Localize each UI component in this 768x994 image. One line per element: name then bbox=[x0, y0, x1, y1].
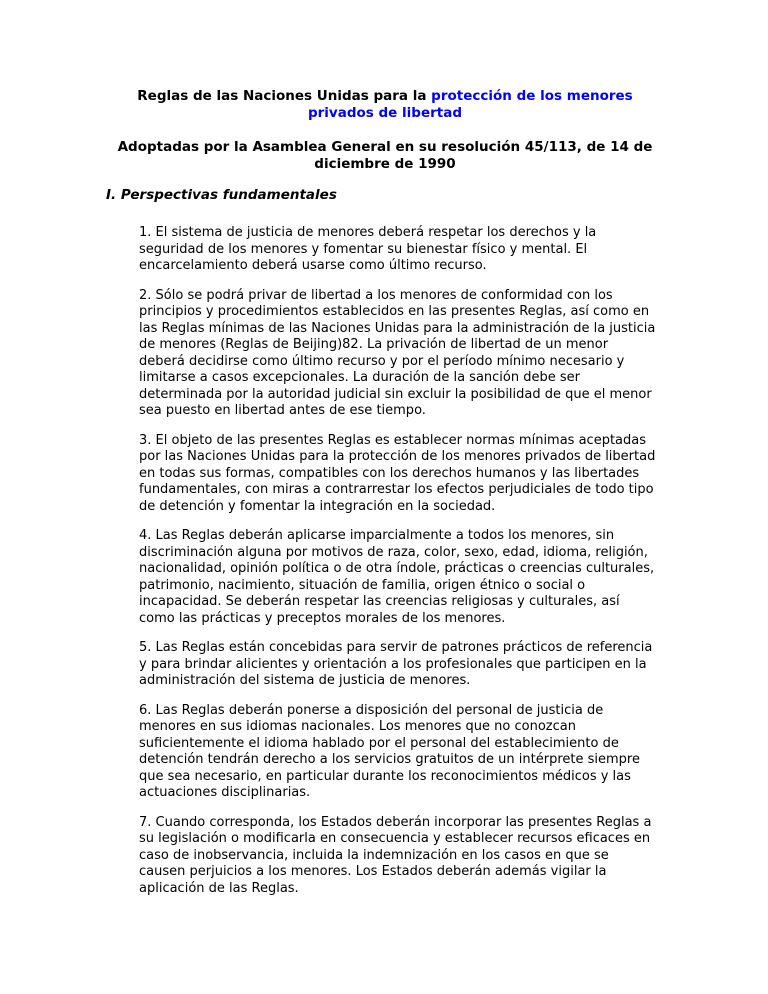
adoption-subtitle: Adoptadas por la Asamblea General en su resolución 45/113, de 14 de diciembre de 1990 bbox=[117, 139, 653, 172]
paragraph-5: 5. Las Reglas están concebidas para servir de patrones prácticos de referencia y para brindar alicientes y orientación a los profesionales que participen en la administración del sistema de justicia de menores. bbox=[139, 640, 653, 688]
section-heading-perspectivas-fundamentales: I. Perspectivas fundamentales bbox=[106, 187, 337, 203]
paragraph-2: 2. Sólo se podrá privar de libertad a los menores de conformidad con los principios y procedimientos establecidos en las presentes Reglas, así como en las Reglas mínimas de las Naciones Unidas para la administración de la justicia de menores (Reglas de Beijing)82. La privación de libertad de un menor deberá decidirse como último recurso y por el período mínimo necesario y limitarse a casos excepcionales. La duración de la sanción debe ser determinada por la autoridad judicial sin excluir la posibilidad de que el menor sea puesto en libertad antes de ese tiempo. bbox=[139, 287, 656, 418]
paragraphs-container bbox=[139, 225, 658, 897]
document-title-link[interactable]: protección de los menores privados de libertad bbox=[307, 88, 633, 121]
paragraph-3: 3. El objeto de las presentes Reglas es establecer normas mínimas aceptadas por las Naciones Unidas para la protección de los menores privados de libertad en todas sus formas, compatibles con los derechos humanos y las libertades fundamentales, con miras a contrarrestar los efectos perjudiciales de todo tipo de detención y fomentar la integración en la sociedad. bbox=[139, 432, 656, 514]
paragraph-1: 1. El sistema de justicia de menores deberá respetar los derechos y la seguridad de los menores y fomentar su bienestar físico y mental. El encarcelamiento deberá usarse como último recurso. bbox=[139, 225, 597, 273]
paragraph-7: 7. Cuando corresponda, los Estados deberán incorporar las presentes Reglas a su legislación o modificarla en consecuencia y establecer recursos eficaces en caso de inobservancia, incluida la indemnización en los casos en que se causen perjuicios a los menores. Los Estados deberán además vigilar la aplicación de las Reglas. bbox=[139, 814, 652, 896]
document-title bbox=[106, 88, 664, 122]
paragraph-6: 6. Las Reglas deberán ponerse a disposición del personal de justicia de menores en sus idiomas nacionales. Los menores que no conozcan suficientemente el idioma hablado por el personal del establecimiento de detención tendrán derecho a los servicios gratuitos de un intérprete siempre que sea necesario, en particular durante los reconocimientos médicos y las actuaciones disciplinarias. bbox=[139, 702, 640, 800]
paragraph-4: 4. Las Reglas deberán aplicarse imparcialmente a todos los menores, sin discriminación alguna por motivos de raza, color, sexo, edad, idioma, religión, nacionalidad, opinión política o de otra índole, prácticas o creencias culturales, patrimonio, nacimiento, situación de familia, origen étnico o social o incapacidad. Se deberán respetar las creencias religiosas y culturales, así como las prácticas y preceptos morales de los menores. bbox=[139, 528, 655, 626]
document-title-text: Reglas de las Naciones Unidas para la bbox=[137, 88, 432, 104]
